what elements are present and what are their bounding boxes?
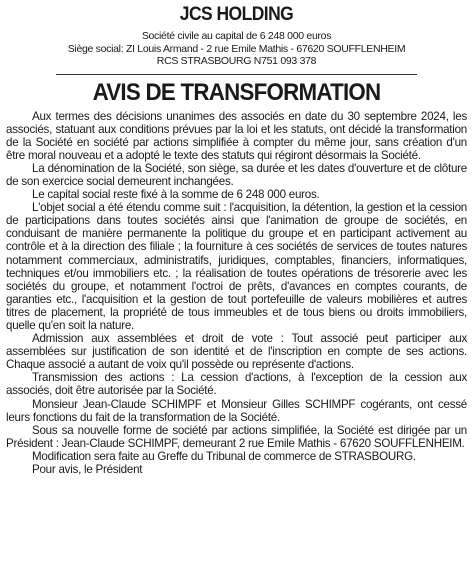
paragraph-voting-rights: Admission aux assemblées et droit de vote : Tout associé peut participer aux assemblées sur justification de son identité et de l'inscription en compte de ses actions. Chaque associé a autant de voix qu'il possède ou représente d'actions. <box>6 332 467 372</box>
registered-office: Siège social: ZI Louis Armand - 2 rue Emile Mathis - 67620 SOUFFLENHEIM <box>67 42 406 55</box>
notice-body <box>6 110 467 477</box>
paragraph-capital: Le capital social reste fixé à la somme de 6 248 000 euros. <box>32 188 320 202</box>
company-name: JCS HOLDING <box>179 4 294 25</box>
paragraph-signature: Pour avis, le Président <box>32 463 143 477</box>
paragraph-share-transfer: Transmission des actions : La cession d'actions, à l'exception de la cession aux associés, doit être autorisée par la Société. <box>6 371 467 398</box>
paragraph-unchanged-items: La dénomination de la Société, son siège, sa durée et les dates d'ouverture et de clôture de son exercice social demeurent inchangées. <box>6 161 467 188</box>
paragraph-former-managers: Monsieur Jean-Claude SCHIMPF et Monsieur Gilles SCHIMPF cogérants, ont cessé leurs fonctions du fait de la transformation de la Société. <box>6 397 467 424</box>
legal-form: Société civile au capital de 6 248 000 euros <box>141 30 332 42</box>
registration-number: RCS STRASBOURG N751 093 378 <box>156 55 317 67</box>
company-details <box>6 30 467 68</box>
paragraph-decision: Aux termes des décisions unanimes des associés en date du 30 septembre 2024, les associés, statuant aux conditions prévues par la loi et les statuts, ont décidé la transformation de la Société en société par actions simplifiée à compter du même jour, sans création d'un être moral nouveau et a adopté le texte des statuts qui régiront désormais la Société. <box>6 109 467 162</box>
company-header <box>6 4 467 75</box>
header-divider <box>56 74 417 75</box>
notice-title: AVIS DE TRANSFORMATION <box>92 78 381 106</box>
paragraph-president: Sous sa nouvelle forme de société par actions simplifiée, la Société est dirigée par un Président : Jean-Claude SCHIMPF, demeurant 2 rue Emile Mathis - 67620 SOUFFLENHEIM. <box>6 423 467 450</box>
paragraph-registry: Modification sera faite au Greffe du Tribunal de commerce de STRASBOURG. <box>32 449 416 463</box>
paragraph-corporate-purpose: L'objet social a été étendu comme suit : l'acquisition, la détention, la gestion et la cession de participations dans toutes sociétés ainsi que l'animation de groupe de sociétés, en conduisant de manière permanente la politique du groupe et en participant activement au contrôle et à la direction des filiale ; la fourniture à ces sociétés de services de toutes natures notamment commerciaux, administratifs, juridiques, comptables, financiers, informatiques, techniques et/ou immobiliers etc. ; la réalisation de toutes opérations de trésorerie avec les sociétés du groupe, et notamment l'octroi de prêts, d'avances en comptes courants, de garanties etc., l'acquisition et la gestion de tout portefeuille de valeurs mobilières et autres titres de placement, la propriété de tous immeubles et de tous biens ou droits immobiliers, quelle qu'en soit la nature. <box>6 201 467 332</box>
